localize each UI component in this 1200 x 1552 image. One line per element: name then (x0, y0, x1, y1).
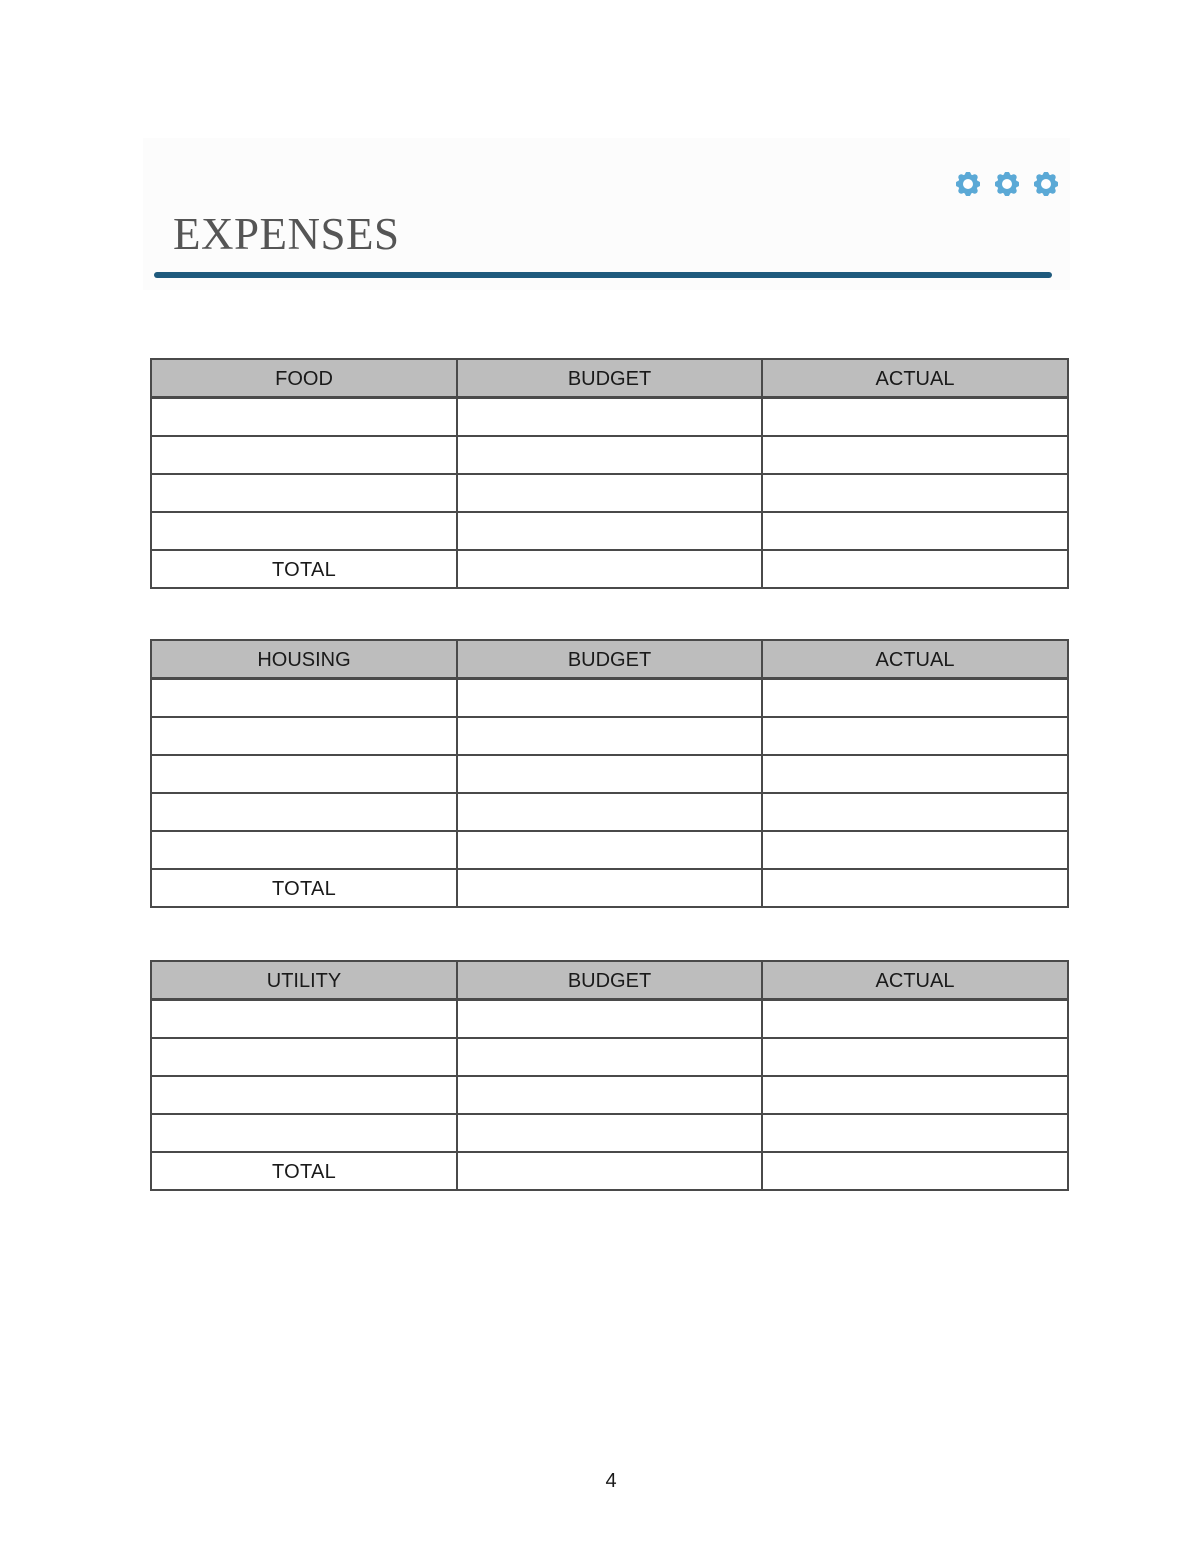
flower-dot-icon (1034, 172, 1058, 196)
budget-cell[interactable] (457, 1000, 762, 1039)
actual-cell[interactable] (762, 1038, 1068, 1076)
total-actual-cell[interactable] (762, 550, 1068, 588)
budget-cell[interactable] (457, 474, 762, 512)
table-row (151, 474, 1068, 512)
actual-cell[interactable] (762, 755, 1068, 793)
table-row (151, 717, 1068, 755)
total-label: TOTAL (151, 1152, 457, 1190)
actual-cell[interactable] (762, 1076, 1068, 1114)
item-cell[interactable] (151, 755, 457, 793)
total-row (151, 1152, 1068, 1190)
table-row (151, 831, 1068, 869)
item-cell[interactable] (151, 474, 457, 512)
category-header: UTILITY (151, 961, 457, 1000)
table-row (151, 793, 1068, 831)
item-cell[interactable] (151, 679, 457, 718)
actual-cell[interactable] (762, 679, 1068, 718)
actual-cell[interactable] (762, 512, 1068, 550)
table-row (151, 1114, 1068, 1152)
actual-header: ACTUAL (762, 640, 1068, 679)
budget-cell[interactable] (457, 793, 762, 831)
total-budget-cell[interactable] (457, 1152, 762, 1190)
budget-header: BUDGET (457, 961, 762, 1000)
budget-header: BUDGET (457, 359, 762, 398)
budget-cell[interactable] (457, 398, 762, 437)
table-row (151, 679, 1068, 718)
total-actual-cell[interactable] (762, 869, 1068, 907)
actual-cell[interactable] (762, 436, 1068, 474)
item-cell[interactable] (151, 1038, 457, 1076)
flower-dot-icon (995, 172, 1019, 196)
actual-cell[interactable] (762, 793, 1068, 831)
budget-cell[interactable] (457, 1076, 762, 1114)
table-row (151, 398, 1068, 437)
budget-cell[interactable] (457, 436, 762, 474)
total-actual-cell[interactable] (762, 1152, 1068, 1190)
budget-cell[interactable] (457, 512, 762, 550)
total-label: TOTAL (151, 550, 457, 588)
item-cell[interactable] (151, 1076, 457, 1114)
item-cell[interactable] (151, 717, 457, 755)
category-header: HOUSING (151, 640, 457, 679)
table-header-row (151, 640, 1068, 679)
table-row (151, 436, 1068, 474)
budget-cell[interactable] (457, 679, 762, 718)
item-cell[interactable] (151, 793, 457, 831)
budget-cell[interactable] (457, 755, 762, 793)
table-row (151, 1038, 1068, 1076)
utility-expense-table (150, 960, 1069, 1191)
flower-dot-icon (956, 172, 980, 196)
title-underline (154, 272, 1052, 278)
total-label: TOTAL (151, 869, 457, 907)
actual-cell[interactable] (762, 717, 1068, 755)
budget-cell[interactable] (457, 1038, 762, 1076)
total-row (151, 869, 1068, 907)
budget-header: BUDGET (457, 640, 762, 679)
item-cell[interactable] (151, 436, 457, 474)
table-row (151, 755, 1068, 793)
page-title: EXPENSES (173, 209, 400, 259)
actual-header: ACTUAL (762, 359, 1068, 398)
total-row (151, 550, 1068, 588)
budget-cell[interactable] (457, 1114, 762, 1152)
housing-expense-table (150, 639, 1069, 908)
table-row (151, 1076, 1068, 1114)
budget-cell[interactable] (457, 831, 762, 869)
table-row (151, 512, 1068, 550)
table-header-row (151, 359, 1068, 398)
item-cell[interactable] (151, 1114, 457, 1152)
actual-cell[interactable] (762, 398, 1068, 437)
budget-cell[interactable] (457, 717, 762, 755)
item-cell[interactable] (151, 512, 457, 550)
category-header: FOOD (151, 359, 457, 398)
actual-header: ACTUAL (762, 961, 1068, 1000)
table-header-row (151, 961, 1068, 1000)
actual-cell[interactable] (762, 1114, 1068, 1152)
decorative-dots (956, 172, 1066, 200)
total-budget-cell[interactable] (457, 869, 762, 907)
page-number: 4 (605, 1470, 617, 1492)
item-cell[interactable] (151, 1000, 457, 1039)
actual-cell[interactable] (762, 831, 1068, 869)
actual-cell[interactable] (762, 474, 1068, 512)
item-cell[interactable] (151, 831, 457, 869)
item-cell[interactable] (151, 398, 457, 437)
actual-cell[interactable] (762, 1000, 1068, 1039)
table-row (151, 1000, 1068, 1039)
food-expense-table (150, 358, 1069, 589)
total-budget-cell[interactable] (457, 550, 762, 588)
